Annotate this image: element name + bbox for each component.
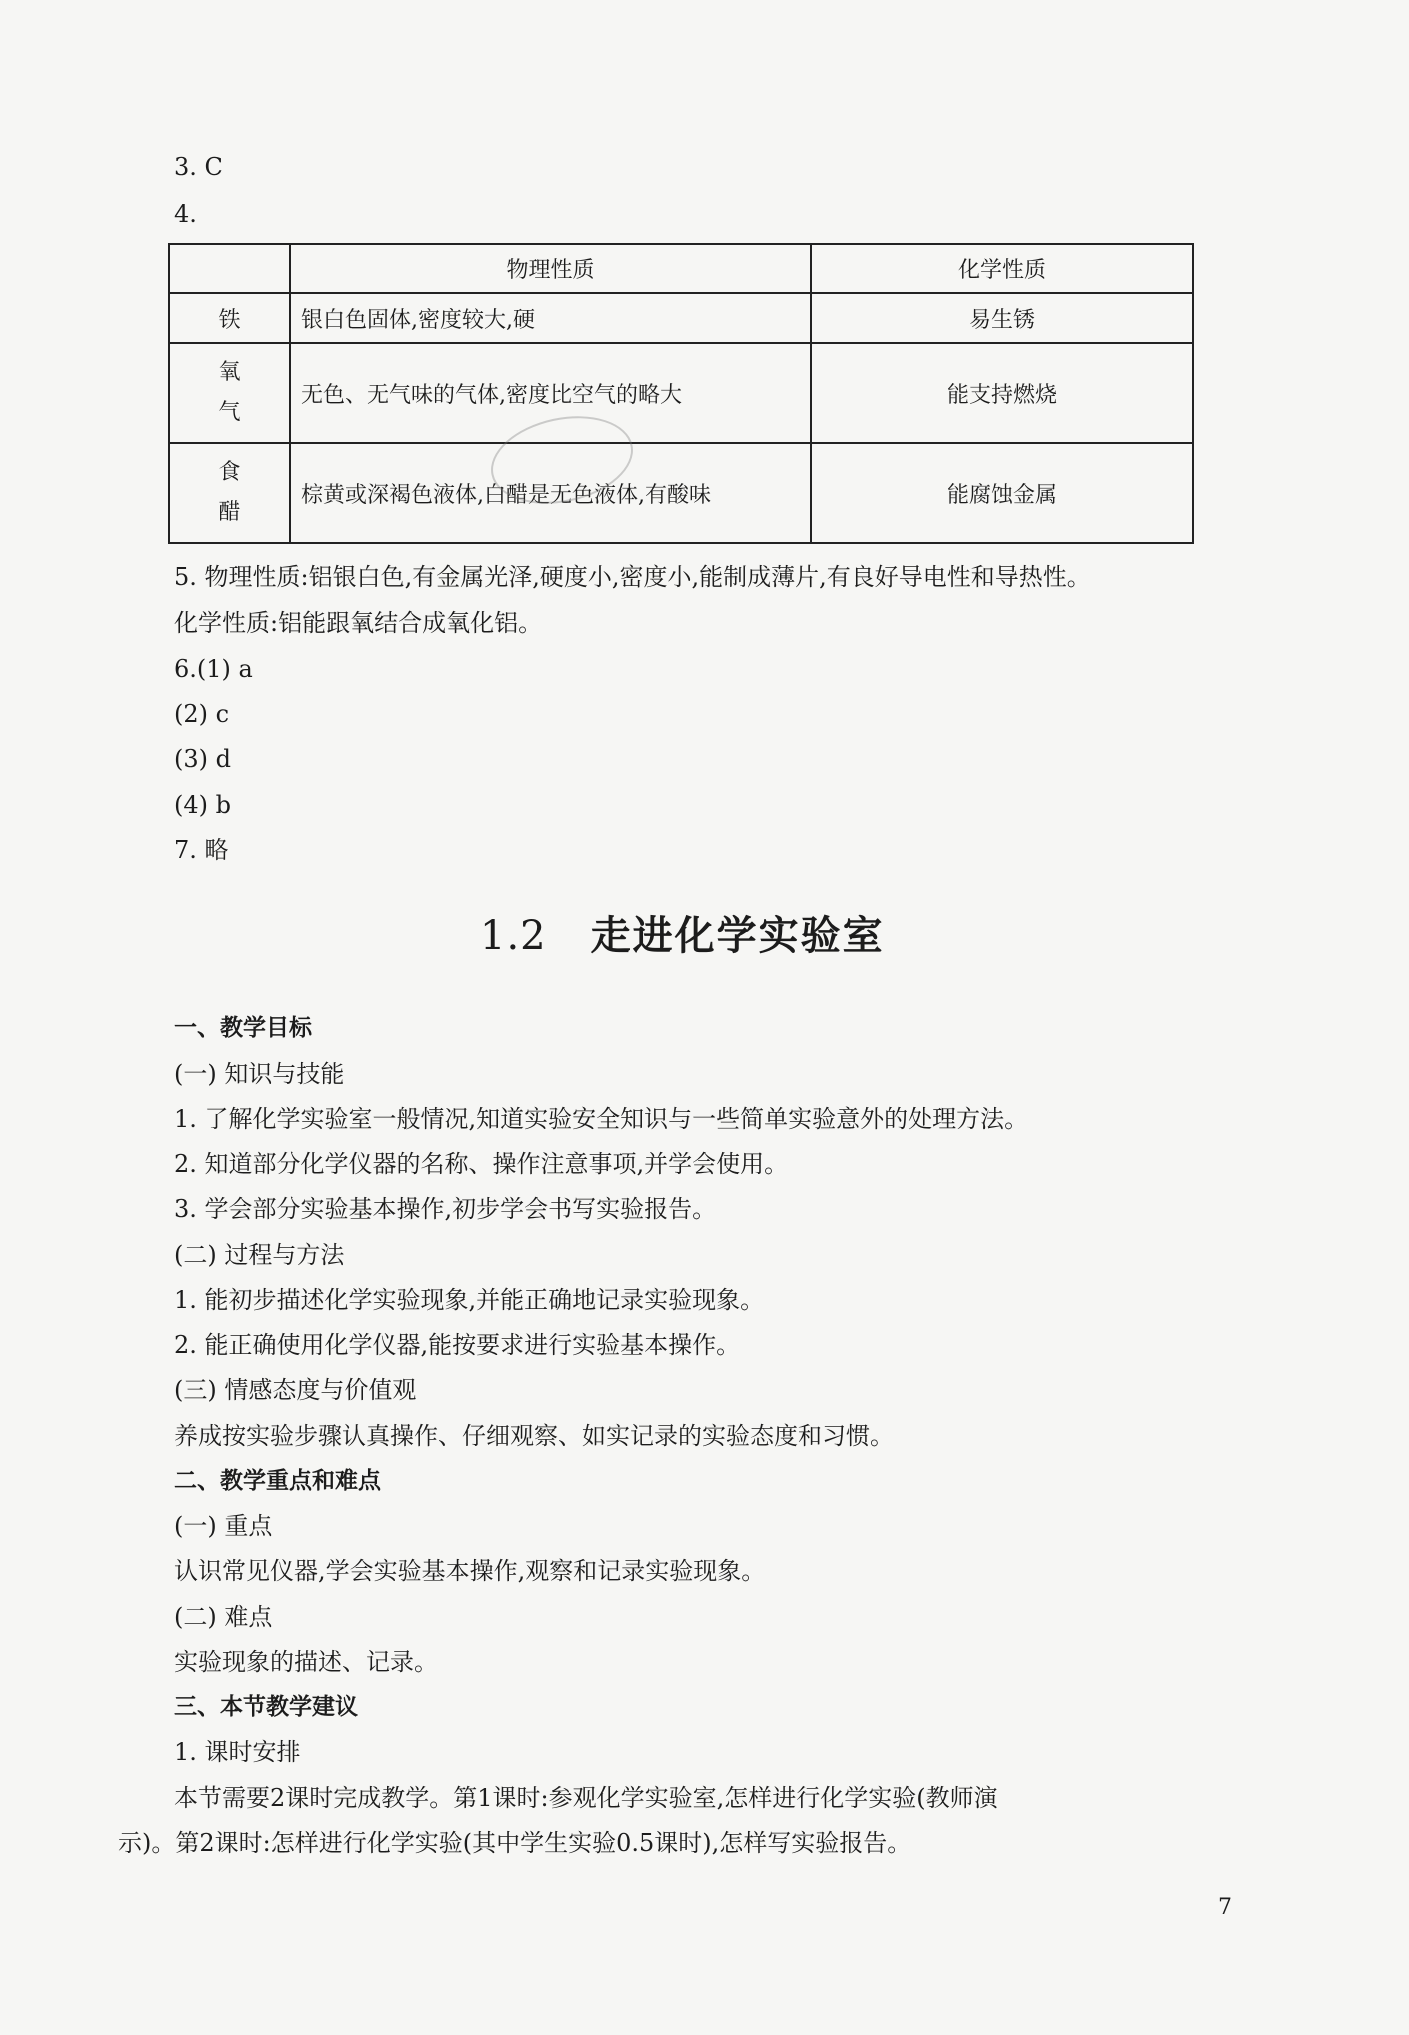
table-header-row (169, 244, 1193, 293)
properties-table (168, 243, 1194, 544)
schedule-text: 本节需要2课时完成教学。第1课时:参观化学实验室,怎样进行化学实验(教师演 (174, 1784, 998, 1812)
row-name-char: 氧 (218, 360, 241, 385)
answer-6-4: (4) b (174, 791, 231, 819)
row-physical: 无色、无气味的气体,密度比空气的略大 (290, 343, 811, 443)
table-header-chemical: 化学性质 (811, 244, 1193, 293)
answer-4: 4. (174, 200, 197, 228)
subheading-focus: (一) 重点 (174, 1512, 273, 1540)
answer-7: 7. 略 (174, 836, 229, 864)
row-name (169, 343, 290, 443)
row-name (169, 443, 290, 543)
subheading-schedule: 1. 课时安排 (174, 1738, 301, 1766)
goal-item: 1. 了解化学实验室一般情况,知道实验安全知识与一些简单实验意外的处理方法。 (174, 1105, 1029, 1133)
section-title (480, 908, 885, 964)
answer-5-chemical: 化学性质:铝能跟氧结合成氧化铝。 (174, 609, 543, 637)
row-chemical: 易生锈 (811, 293, 1193, 343)
schedule-text-continued: 示)。第2课时:怎样进行化学实验(其中学生实验0.5课时),怎样写实验报告。 (118, 1829, 912, 1857)
focus-text: 认识常见仪器,学会实验基本操作,观察和记录实验现象。 (174, 1557, 766, 1585)
answer-6-1: 6.(1) a (174, 655, 253, 683)
subheading-knowledge: (一) 知识与技能 (174, 1060, 345, 1088)
goal-item: 2. 能正确使用化学仪器,能按要求进行实验基本操作。 (174, 1331, 741, 1359)
row-name-char: 食 (218, 460, 241, 485)
heading-teaching-goals: 一、教学目标 (174, 1015, 312, 1041)
row-chemical: 能支持燃烧 (811, 343, 1193, 443)
row-name-char: 气 (218, 400, 241, 425)
goal-item: 1. 能初步描述化学实验现象,并能正确地记录实验现象。 (174, 1286, 765, 1314)
subheading-process: (二) 过程与方法 (174, 1241, 345, 1269)
goal-item: 2. 知道部分化学仪器的名称、操作注意事项,并学会使用。 (174, 1150, 789, 1178)
heading-key-points: 二、教学重点和难点 (174, 1468, 381, 1494)
page-number: 7 (1218, 1895, 1232, 1920)
difficulty-text: 实验现象的描述、记录。 (174, 1648, 438, 1676)
answer-6-2: (2) c (174, 700, 230, 728)
section-number: 1.2 (480, 913, 547, 959)
goal-item: 3. 学会部分实验基本操作,初步学会书写实验报告。 (174, 1195, 717, 1223)
table-header-physical: 物理性质 (290, 244, 811, 293)
row-physical: 银白色固体,密度较大,硬 (290, 293, 811, 343)
subheading-attitude: (三) 情感态度与价值观 (174, 1376, 417, 1404)
answer-5-physical: 5. 物理性质:铝银白色,有金属光泽,硬度小,密度小,能制成薄片,有良好导电性和导热性。 (174, 563, 1091, 591)
table-row (169, 443, 1193, 543)
section-heading: 走进化学实验室 (590, 913, 885, 959)
heading-suggestions: 三、本节教学建议 (174, 1694, 358, 1720)
answer-6-3: (3) d (174, 745, 231, 773)
row-name: 铁 (169, 293, 290, 343)
row-chemical: 能腐蚀金属 (811, 443, 1193, 543)
table-row (169, 343, 1193, 443)
answer-3: 3. C (174, 153, 223, 181)
row-name-char: 醋 (218, 500, 241, 525)
subheading-difficulty: (二) 难点 (174, 1603, 273, 1631)
goal-item: 养成按实验步骤认真操作、仔细观察、如实记录的实验态度和习惯。 (174, 1422, 894, 1450)
table-header-empty (169, 244, 290, 293)
table-row (169, 293, 1193, 343)
row-physical: 棕黄或深褐色液体,白醋是无色液体,有酸味 (290, 443, 811, 543)
